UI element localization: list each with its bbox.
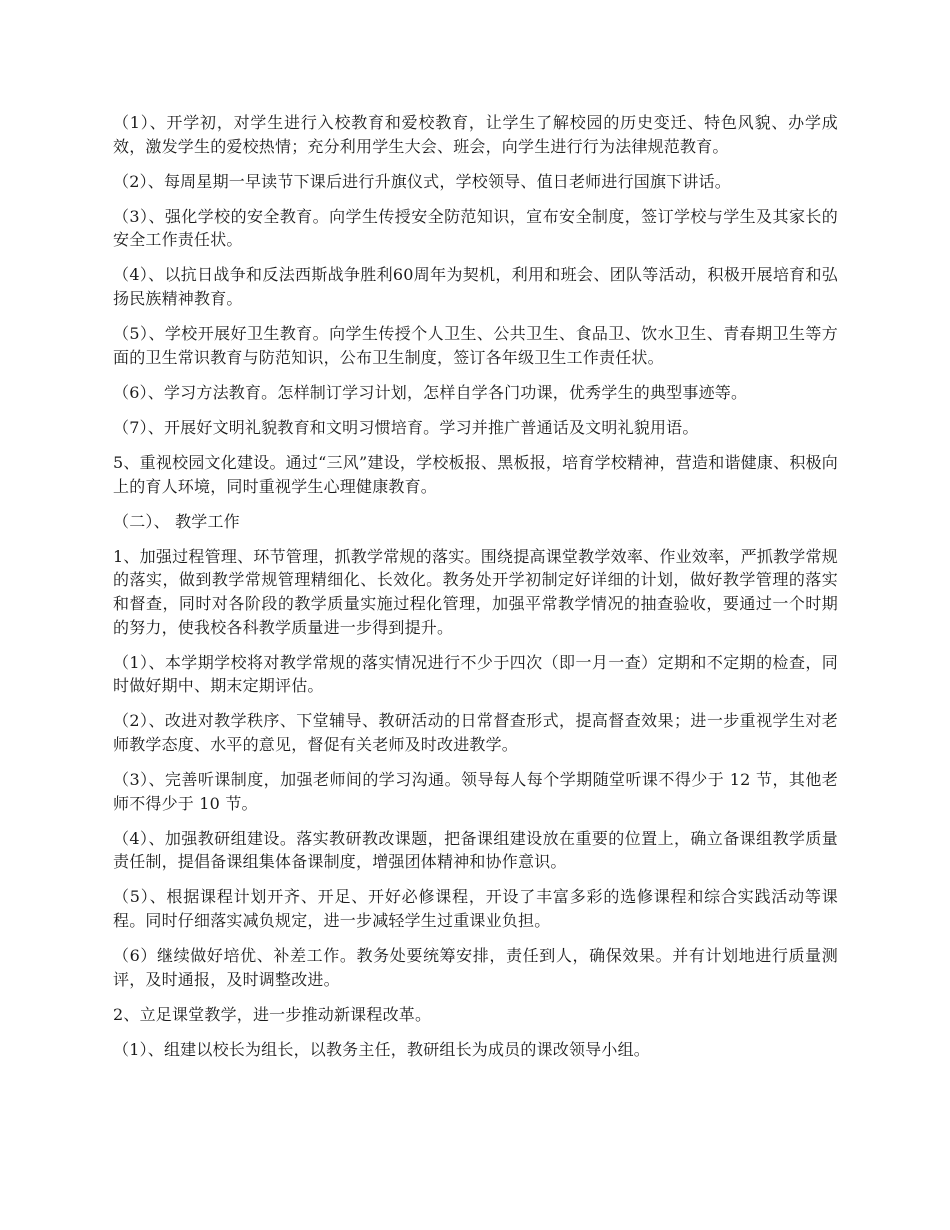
paragraph-teaching-1-6: （6）继续做好培优、补差工作。教务处要统筹安排，责任到人，确保效果。并有计划地进行质量测评，及时通报，及时调整改进。 bbox=[113, 946, 838, 989]
paragraph-teaching-2-1: （1）、组建以校长为组长，以教务主任，教研组长为成员的课改领导小组。 bbox=[113, 1039, 650, 1059]
paragraph-moral-4: （4）、以抗日战争和反法西斯战争胜利60周年为契机，利用和班会、团队等活动，积极开展培育和弘扬民族精神教育。 bbox=[113, 265, 838, 309]
paragraph-moral-3: （3）、强化学校的安全教育。向学生传授安全防范知识，宣布安全制度，签订学校与学生及其家长的安全工作责任状。 bbox=[113, 206, 838, 250]
paragraph-teaching-1-4: （4）、加强教研组建设。落实教研教改课题，把备课组建设放在重要的位置上，确立备课组教学质量责任制，提倡备课组集体备课制度，增强团体精神和协作意识。 bbox=[113, 828, 838, 872]
paragraph-teaching-2: 2、立足课堂教学，进一步推动新课程改革。 bbox=[113, 1004, 432, 1024]
paragraph-moral-2: （2）、每周星期一早读节下课后进行升旗仪式，学校领导、值日老师进行国旗下讲话。 bbox=[113, 171, 731, 191]
paragraph-moral-6: （6）、学习方法教育。怎样制订学习计划，怎样自学各门功课，优秀学生的典型事迹等。 bbox=[113, 382, 748, 402]
section-heading-teaching: （二）、 教学工作 bbox=[113, 511, 240, 531]
paragraph-teaching-1-3: （3）、完善听课制度，加强老师间的学习沟通。领导每人每个学期随堂听课不得少于 12 节，其他老师不得少于 10 节。 bbox=[113, 770, 838, 813]
paragraph-moral-1: （1）、开学初，对学生进行入校教育和爱校教育，让学生了解校园的历史变迁、特色风貌、办学成效，激发学生的爱校热情；充分利用学生大会、班会，向学生进行行为法律规范教育。 bbox=[113, 113, 838, 156]
paragraph-teaching-1-1: （1）、本学期学校将对教学常规的落实情况进行不少于四次（即一月一查）定期和不定期的检查，同时做好期中、期末定期评估。 bbox=[113, 652, 838, 696]
paragraph-campus-culture: 5、重视校园文化建设。通过“三风”建设，学校板报、黑板报，培育学校精神，营造和谐健康、积极向上的育人环境，同时重视学生心理健康教育。 bbox=[113, 453, 838, 496]
paragraph-teaching-1: 1、加强过程管理、环节管理，抓教学常规的落实。围绕提高课堂教学效率、作业效率，严抓教学常规的落实，做到教学常规管理精细化、长效化。教务处开学初制定好详细的计划，做好教学管理的落实和督查，同时对各阶段的教学质量实施过程化管理，加强平常教学情况的抽查验收，要通过一个时期的努力，使我校各科教学质量进一步得到提升。 bbox=[113, 546, 838, 637]
paragraph-moral-5: （5）、学校开展好卫生教育。向学生传授个人卫生、公共卫生、食品卫、饮水卫生、青春期卫生等方面的卫生常识教育与防范知识，公布卫生制度，签订各年级卫生工作责任状。 bbox=[113, 324, 838, 367]
document-body bbox=[113, 111, 838, 1073]
paragraph-moral-7: （7）、开展好文明礼貌教育和文明习惯培育。学习并推广普通话及文明礼貌用语。 bbox=[113, 417, 699, 437]
paragraph-teaching-1-2: （2）、改进对教学秩序、下堂辅导、教研活动的日常督查形式，提高督查效果；进一步重视学生对老师教学态度、水平的意见，督促有关老师及时改进教学。 bbox=[113, 711, 838, 754]
paragraph-teaching-1-5: （5）、根据课程计划开齐、开足、开好必修课程，开设了丰富多彩的选修课程和综合实践活动等课程。同时仔细落实减负规定，进一步减轻学生过重课业负担。 bbox=[113, 887, 838, 931]
